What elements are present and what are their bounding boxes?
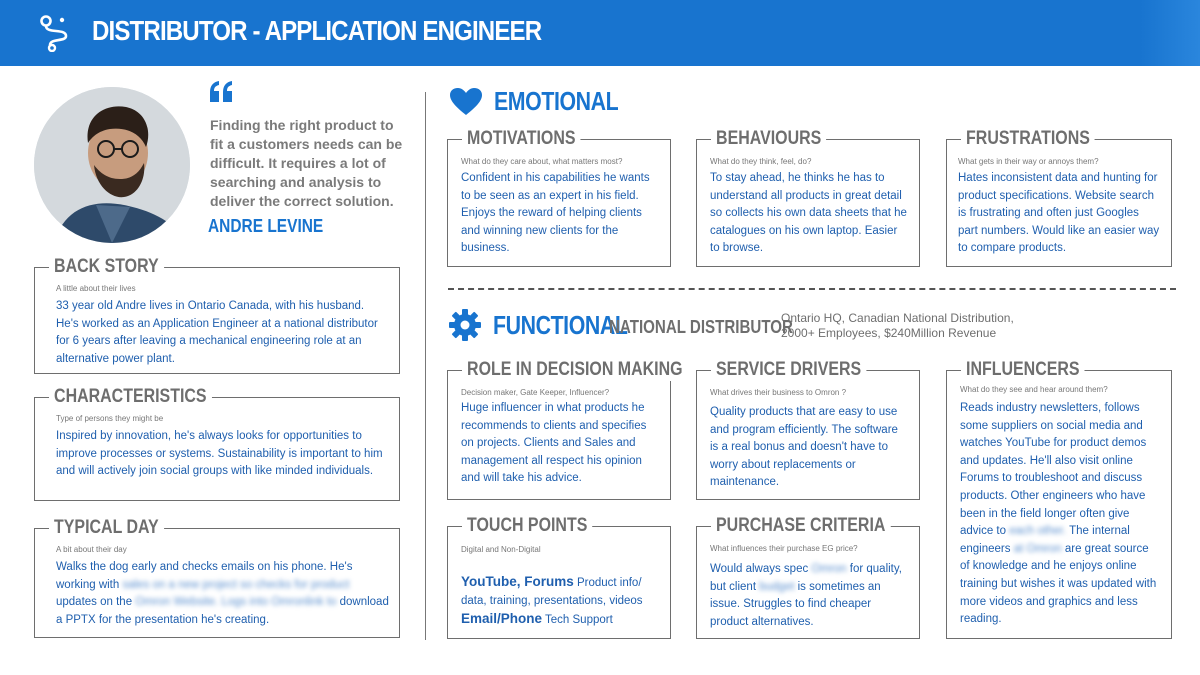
- youtube-forums-link: YouTube, Forums: [461, 574, 574, 589]
- backstory-subtitle: A little about their lives: [56, 284, 136, 293]
- journey-route-icon: [38, 14, 74, 52]
- frustrations-title: FRUSTRATIONS: [961, 128, 1095, 150]
- purchase-criteria-title: PURCHASE CRITERIA: [711, 515, 890, 537]
- persona-avatar: [34, 87, 190, 243]
- emotional-label: EMOTIONAL: [494, 86, 619, 116]
- service-drivers-subtitle: What drives their business to Omron ?: [710, 388, 847, 397]
- influencers-title: INFLUENCERS: [961, 359, 1085, 381]
- influencers-subtitle: What do they see and hear around them?: [960, 385, 1108, 394]
- functional-label: FUNCTIONAL: [493, 309, 628, 340]
- touch-points-body: YouTube, Forums Product info/ data, training, presentations, videos Email/Phone Tech Support: [461, 574, 643, 627]
- header-bar: [0, 0, 1200, 66]
- role-body: Huge influencer in what products he recommends to clients and specifies on projects. Clients and Sales and management all respect his opinion and will take his advice.: [461, 402, 647, 485]
- role-title: ROLE IN DECISION MAKING: [462, 359, 688, 381]
- touch-points-title: TOUCH POINTS: [462, 515, 592, 537]
- functional-sublabel: NATIONAL DISTRIBUTOR: [609, 317, 793, 337]
- backstory-title: BACK STORY: [49, 256, 164, 278]
- email-phone-link: Email/Phone: [461, 611, 543, 627]
- header-edge: [1140, 0, 1200, 66]
- backstory-card: [34, 256, 400, 374]
- purchase-criteria-body: Would always spec Omron for quality, but client budget is sometimes an issue. Struggles to find cheaper product alternatives.: [710, 563, 902, 628]
- motivations-subtitle: What do they care about, what matters most?: [461, 157, 623, 166]
- service-drivers-body: Quality products that are easy to use and program efficiently. The software is a real bonus and doesn't have to worry about replacements or maintenance.: [710, 406, 898, 489]
- emotional-header: [450, 86, 646, 117]
- characteristics-body: Inspired by innovation, he's always looks for opportunities to improve processes or systems. Sustainability is important to him and will actively join social groups with like minded individuals.: [56, 430, 383, 478]
- org-info-line1: Ontario HQ, Canadian National Distribution,: [781, 311, 1014, 325]
- org-info: [781, 311, 1014, 341]
- behaviours-card: [696, 128, 920, 267]
- role-subtitle: Decision maker, Gate Keeper, Influencer?: [461, 388, 610, 397]
- service-drivers-card: [696, 359, 920, 500]
- motivations-card: [447, 128, 671, 267]
- purchase-criteria-subtitle: What influences their purchase EG price?: [710, 544, 858, 553]
- frustrations-card: [946, 128, 1172, 267]
- typical-day-subtitle: A bit about their day: [56, 545, 127, 554]
- section-separator: [448, 288, 1176, 290]
- purchase-criteria-card: [696, 515, 920, 639]
- typical-day-body: Walks the dog early and checks emails on his phone. He's working with sales on a new project so checks for product updates on the Omron Website. Logs into Omronlink to download a PPTX for the presentation he's creating.: [56, 561, 389, 626]
- typical-day-title: TYPICAL DAY: [49, 517, 164, 539]
- page-title: DISTRIBUTOR - APPLICATION ENGINEER: [92, 15, 542, 46]
- service-drivers-title: SERVICE DRIVERS: [711, 359, 866, 381]
- gear-icon: [449, 309, 481, 341]
- behaviours-subtitle: What do they think, feel, do?: [710, 157, 812, 166]
- characteristics-subtitle: Type of persons they might be: [56, 414, 164, 423]
- column-divider: [425, 92, 426, 640]
- role-card: [447, 359, 683, 500]
- characteristics-title: CHARACTERISTICS: [49, 386, 212, 408]
- heart-icon: [450, 88, 482, 116]
- motivations-body: Confident in his capabilities he wants to be seen as an expert in his field. Enjoys the reward of helping clients and winning new clients for the business.: [461, 172, 650, 255]
- quote-icon: [208, 80, 234, 104]
- motivations-title: MOTIVATIONS: [462, 128, 581, 150]
- characteristics-card: [34, 386, 400, 501]
- org-info-line2: 2000+ Employees, $240Million Revenue: [781, 326, 997, 340]
- touch-points-card: [447, 515, 671, 639]
- influencers-body: Reads industry newsletters, follows some suppliers on social media and watches YouTube for product demos and updates. He'll also visit online Forums to troubleshoot and discuss products. Other engineers who have been in the field longer often give advice to each other. The internal engineers at Omron are great source of knowledge and he enjoys online training but wishes it was updated with more videos and graphics and less reading.: [960, 402, 1157, 626]
- persona-quote: Finding the right product to fit a customers needs can be difficult. It requires a lot of searching and analysis to deliver the correct solution.: [210, 117, 403, 209]
- typical-day-card: [34, 517, 400, 638]
- persona-name: ANDRE LEVINE: [208, 216, 324, 236]
- behaviours-title: BEHAVIOURS: [711, 128, 826, 150]
- backstory-body: 33 year old Andre lives in Ontario Canada, with his husband. He's worked as an Application Engineer at a national distributor for 6 years after leaving a mechanical engineering role at an alternative power plant.: [56, 300, 378, 365]
- frustrations-subtitle: What gets in their way or annoys them?: [958, 157, 1099, 166]
- influencers-card: [946, 359, 1172, 639]
- touch-points-subtitle: Digital and Non-Digital: [461, 545, 541, 554]
- behaviours-body: To stay ahead, he thinks he has to understand all products in great detail so collects his own data sheets that he catalogues on his own laptop. Easier to browse.: [710, 172, 907, 255]
- frustrations-body: Hates inconsistent data and hunting for product specifications. Website search is frustrating and often just Googles part numbers. Would like an easier way to compare products.: [958, 172, 1160, 255]
